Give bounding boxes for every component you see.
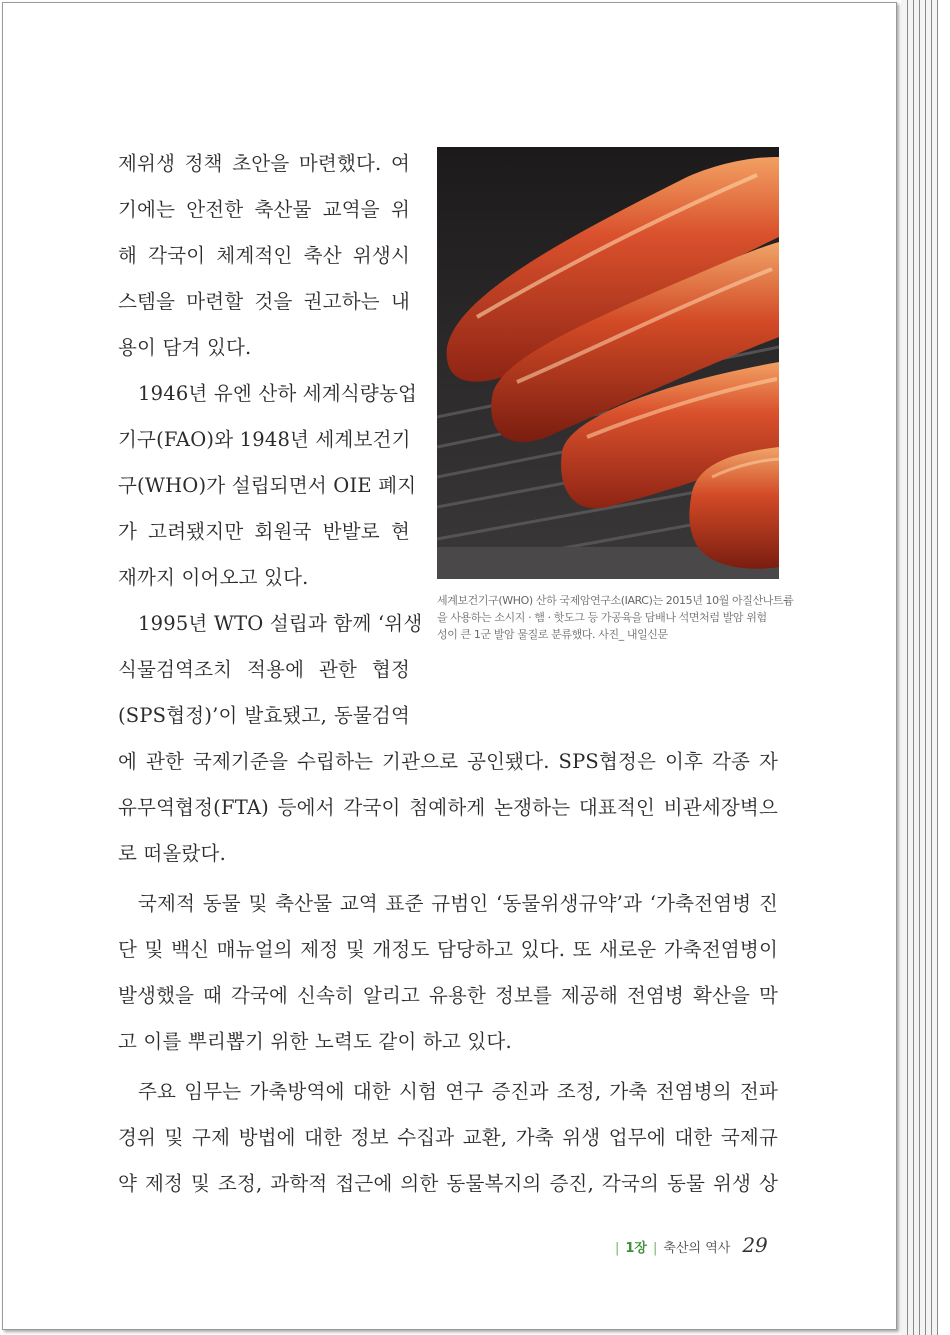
- sausage-photo: [437, 147, 779, 579]
- body-text-line: 약 제정 및 조정, 과학적 접근에 의한 동물복지의 증진, 각국의 동물 위생 상: [118, 1172, 778, 1195]
- page-edge: [901, 0, 908, 1335]
- page-edge: [913, 0, 920, 1335]
- body-text-line: 국제적 동물 및 축산물 교역 표준 규범인 ‘동물위생규약’과 ‘가축전염병 진: [138, 892, 778, 915]
- body-text-line: 에 관한 국제기준을 수립하는 기관으로 공인됐다. SPS협정은 이후 각종 자: [118, 750, 778, 773]
- body-text-line: (SPS협정)’이 발효됐고, 동물검역: [118, 704, 410, 727]
- photo-caption-line: 세계보건기구(WHO) 산하 국제암연구소(IARC)는 2015년 10월 아질산나트륨: [437, 594, 794, 607]
- page-edge: [925, 0, 932, 1335]
- photo-caption-line: 을 사용하는 소시지 · 햄 · 핫도그 등 가공육을 담배나 석면처럼 발암 위험: [437, 611, 767, 624]
- footer-chapter: 1장: [625, 1241, 647, 1256]
- body-text-line: 경위 및 구제 방법에 대한 정보 수집과 교환, 가축 위생 업무에 대한 국제규: [118, 1126, 778, 1149]
- body-text-line: 기에는 안전한 축산물 교역을 위: [118, 198, 410, 221]
- body-text-line: 단 및 백신 매뉴얼의 제정 및 개정도 담당하고 있다. 또 새로운 가축전염병이: [118, 938, 778, 961]
- body-text-line: 주요 임무는 가축방역에 대한 시험 연구 증진과 조정, 가축 전염병의 전파: [138, 1080, 778, 1103]
- body-text-line: 고 이를 뿌리뽑기 위한 노력도 같이 하고 있다.: [118, 1030, 512, 1053]
- footer-section-title: 축산의 역사: [663, 1241, 731, 1256]
- page-edge: [907, 0, 914, 1335]
- body-text-line: 제위생 정책 초안을 마련했다. 여: [118, 152, 410, 175]
- body-text-line: 1946년 유엔 산하 세계식량농업: [138, 382, 418, 405]
- footer-divider: |: [653, 1241, 658, 1256]
- body-text-line: 스템을 마련할 것을 권고하는 내: [118, 290, 410, 313]
- body-text-line: 1995년 WTO 설립과 함께 ‘위생: [138, 612, 423, 635]
- body-text-line: 구(WHO)가 설립되면서 OIE 폐지: [118, 474, 417, 497]
- body-text-line: 기구(FAO)와 1948년 세계보건기: [118, 428, 411, 451]
- body-text-line: 해 각국이 체계적인 축산 위생시: [118, 244, 410, 267]
- body-text-line: 가 고려됐지만 회원국 반발로 현: [118, 520, 410, 543]
- body-text-line: 식물검역조치 적용에 관한 협정: [118, 658, 410, 681]
- body-text-line: 재까지 이어오고 있다.: [118, 566, 309, 589]
- footer-divider: |: [615, 1241, 620, 1256]
- page-edge: [931, 0, 938, 1335]
- body-text-line: 로 떠올랐다.: [118, 842, 226, 865]
- page-footer: [615, 1233, 768, 1257]
- page-edge: [919, 0, 926, 1335]
- page-number: 29: [742, 1233, 768, 1257]
- photo-caption-line: 성이 큰 1군 발암 물질로 분류했다. 사진_ 내일신문: [437, 628, 668, 641]
- body-text-line: 용이 담겨 있다.: [118, 336, 252, 359]
- body-text-line: 유무역협정(FTA) 등에서 각국이 첨예하게 논쟁하는 대표적인 비관세장벽으: [118, 796, 778, 819]
- body-text-line: 발생했을 때 각국에 신속히 알리고 유용한 정보를 제공해 전염병 확산을 막: [118, 984, 778, 1007]
